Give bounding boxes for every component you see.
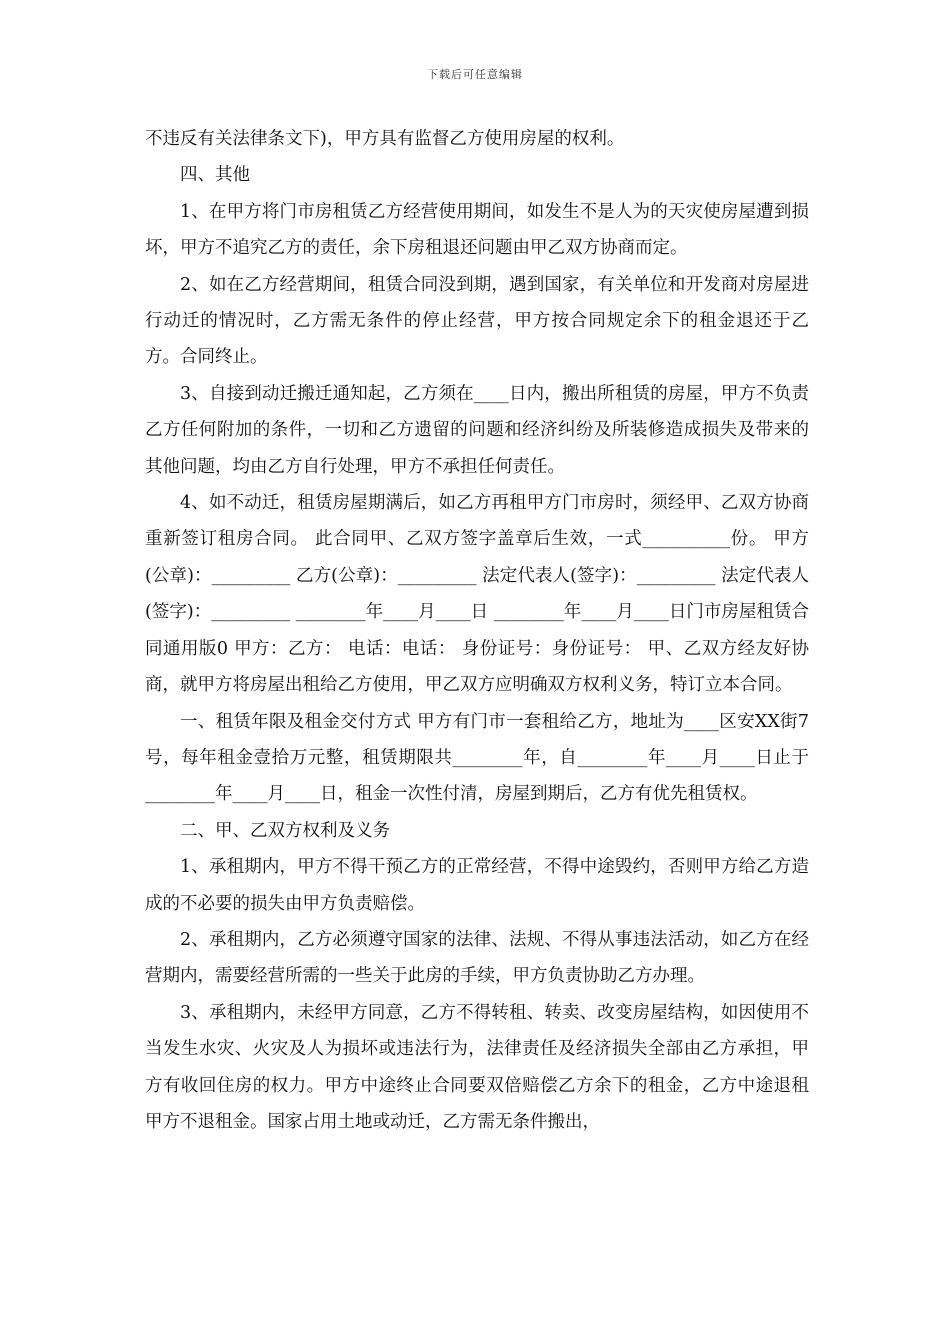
clause-2-1: 1、承租期内，甲方不得干预乙方的正常经营，不得中途毁约，否则甲方给乙方造成的不必要的损失由甲方负责赔偿。 (145, 857, 809, 914)
clause-2-2: 2、承租期内，乙方必须遵守国家的法律、法规、不得从事违法活动，如乙方在经营期内，需要经营所需的一些关于此房的手续，甲方负责协助乙方办理。 (145, 929, 809, 987)
paragraph-continuation: 不违反有关法律条文下)，甲方具有监督乙方使用房屋的权利。 (145, 129, 625, 149)
clause-4-4: 4、如不动迁，租赁房屋期满后，如乙方再租甲方门市房时，须经甲、乙双方协商重新签订租房合同。 此合同甲、乙双方签字盖章后生效，一式__________份。 甲方(公章)：_________ 乙方(公章)：_________ 法定代表人(签字)：_________ 法定代表人(签字)：_________ ________年____月____日 ________年____月____日门市房屋租赁合同通用版0 甲方：乙方： 电话：电话： 身份证号：身份证号： 甲、乙双方经友好协商，就甲方将房屋出租给乙方使用，甲乙双方应明确双方权利义务，特订立本合同。 (145, 493, 809, 696)
clause-4-2: 2、如在乙方经营期间，租赁合同没到期，遇到国家，有关单位和开发商对房屋进行动迁的情况时，乙方需无条件的停止经营，甲方按合同规定余下的租金退还于乙方。合同终止。 (145, 274, 809, 368)
section-heading-others: 四、其他 (180, 165, 250, 186)
page-header: 下载后可任意编辑 (427, 68, 523, 81)
document-body (145, 121, 809, 1140)
clause-4-3: 3、自接到动迁搬迁通知起，乙方须在____日内，搬出所租赁的房屋，甲方不负责乙方任何附加的条件，一切和乙方遗留的问题和经济纠纷及所装修造成损失及带来的其他问题，均由乙方自行处理，甲方不承担任何责任。 (145, 383, 809, 477)
section-lease-term: 一、租赁年限及租金交付方式 甲方有门市一套租给乙方，地址为____区安XX街7号，每年租金壹拾万元整，租赁期限共________年，自________年____月____日止于________年____月____日，租金一次性付清，房屋到期后，乙方有优先租赁权。 (145, 711, 809, 805)
clause-4-1: 1、在甲方将门市房租赁乙方经营使用期间，如发生不是人为的天灾使房屋遭到损坏，甲方不追究乙方的责任，余下房租退还问题由甲乙双方协商而定。 (145, 201, 809, 259)
clause-2-3: 3、承租期内，未经甲方同意，乙方不得转租、转卖、改变房屋结构，如因使用不当发生水灾、火灾及人为损坏或违法行为，法律责任及经济损失全部由乙方承担，甲方有收回住房的权力。甲方中途终止合同要双倍赔偿乙方余下的租金，乙方中途退租甲方不退租金。国家占用土地或动迁，乙方需无条件搬出， (145, 1002, 809, 1132)
section-heading-rights: 二、甲、乙双方权利及义务 (180, 820, 390, 841)
